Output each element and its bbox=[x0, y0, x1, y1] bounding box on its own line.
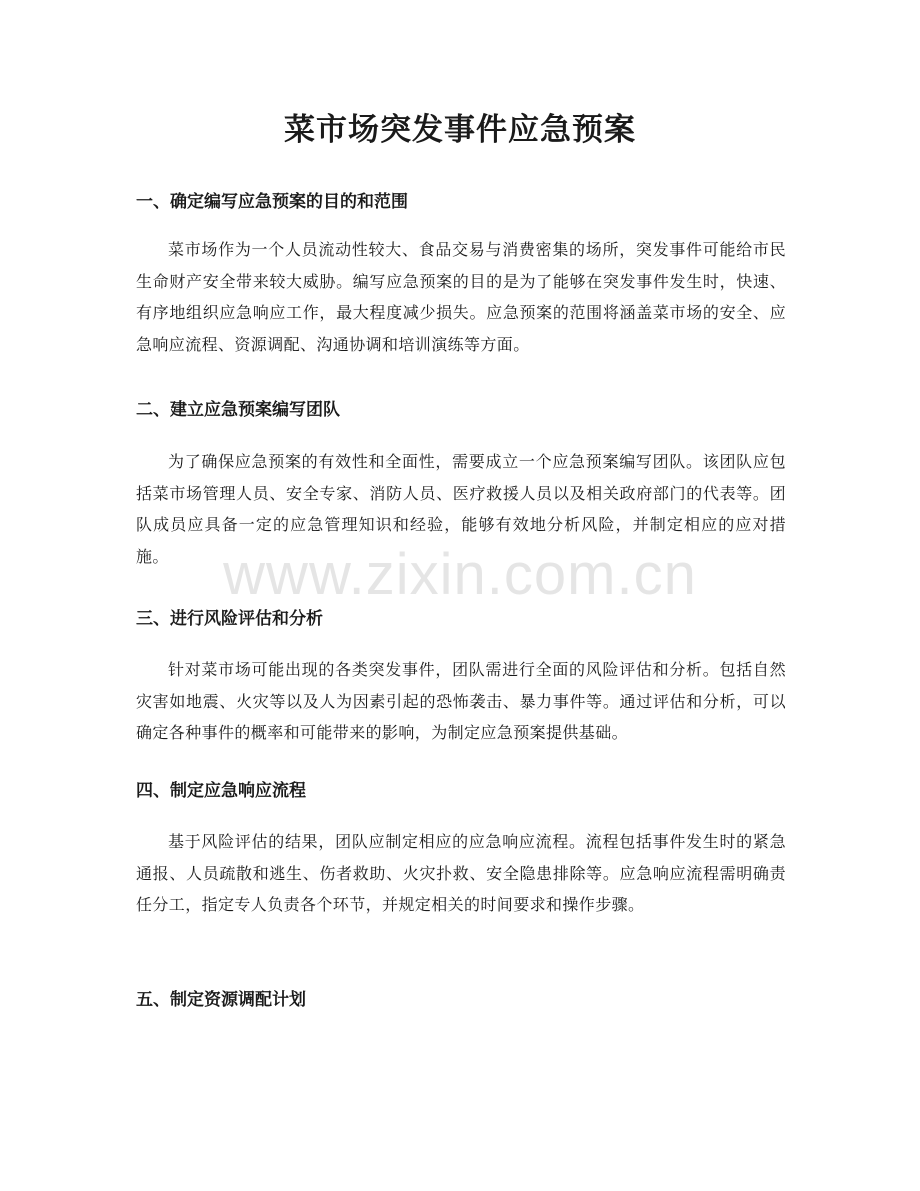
page-title: 菜市场突发事件应急预案 bbox=[284, 112, 636, 148]
section-body-3: 针对菜市场可能出现的各类突发事件，团队需进行全面的风险评估和分析。包括自然灾害如地震、火灾等以及人为因素引起的恐怖袭击、暴力事件等。通过评估和分析，可以确定各种事件的概率和可能带来的影响，为制定应急预案提供基础。 bbox=[136, 660, 786, 742]
section-body-1: 菜市场作为一个人员流动性较大、食品交易与消费密集的场所，突发事件可能给市民生命财产安全带来较大威胁。编写应急预案的目的是为了能够在突发事件发生时，快速、有序地组织应急响应工作，最大程度减少损失。应急预案的范围将涵盖菜市场的安全、应急响应流程、资源调配、沟通协调和培训演练等方面。 bbox=[136, 240, 786, 354]
section-heading-5: 五、制定资源调配计划 bbox=[136, 990, 306, 1010]
section-heading-1: 一、确定编写应急预案的目的和范围 bbox=[136, 192, 408, 212]
section-heading-4: 四、制定应急响应流程 bbox=[136, 781, 306, 801]
section-body-2: 为了确保应急预案的有效性和全面性，需要成立一个应急预案编写团队。该团队应包括菜市场管理人员、安全专家、消防人员、医疗救援人员以及相关政府部门的代表等。团队成员应具备一定的应急管理知识和经验，能够有效地分析风险，并制定相应的应对措施。 bbox=[136, 452, 786, 566]
section-heading-2: 二、建立应急预案编写团队 bbox=[136, 400, 340, 420]
watermark: www.zixin.com.cn bbox=[223, 542, 697, 607]
section-heading-3: 三、进行风险评估和分析 bbox=[136, 609, 323, 629]
section-body-4: 基于风险评估的结果，团队应制定相应的应急响应流程。流程包括事件发生时的紧急通报、人员疏散和逃生、伤者救助、火灾扑救、安全隐患排除等。应急响应流程需明确责任分工，指定专人负责各个环节，并规定相关的时间要求和操作步骤。 bbox=[136, 832, 786, 914]
